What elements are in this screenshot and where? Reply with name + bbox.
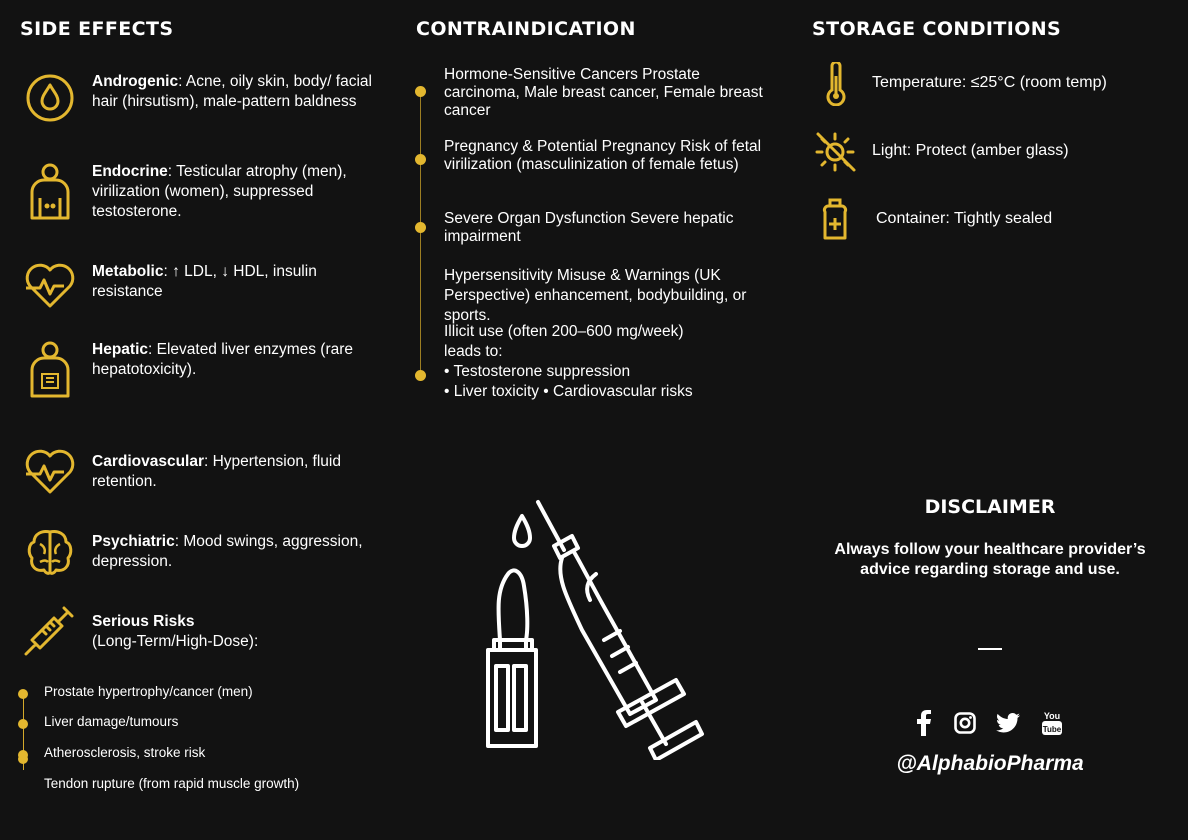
timeline-dot <box>415 370 426 381</box>
body-liver-icon <box>24 340 76 400</box>
youtube-icon[interactable] <box>1042 710 1062 741</box>
storage-container <box>812 198 1172 242</box>
storage-light <box>812 130 1172 174</box>
twitter-icon[interactable] <box>996 713 1020 738</box>
facebook-icon[interactable] <box>916 710 932 741</box>
storage-temperature <box>812 62 1172 106</box>
social-handle[interactable]: @AlphabioPharma <box>896 752 1084 775</box>
contraindication-extra: Illicit use (often 200–600 mg/week) leads to: • Testosterone suppression • Liver toxicity • Cardiovascular risks <box>444 323 693 400</box>
disclaimer-title: DISCLAIMER <box>924 496 1056 518</box>
contraindication-item: Severe Organ Dysfunction Severe hepatic impairment <box>444 210 734 245</box>
timeline-dot <box>415 222 426 233</box>
timeline-dot <box>415 86 426 97</box>
storage-text: Temperature: ≤25°C (room temp) <box>872 74 1107 91</box>
contraindication-item: Hypersensitivity Misuse & Warnings (UK Perspective) enhancement, bodybuilding, or sports. <box>444 267 747 324</box>
storage-text: Container: Tightly sealed <box>876 210 1053 227</box>
divider <box>978 648 1002 650</box>
no-light-icon <box>812 130 858 174</box>
social-links <box>906 710 1076 738</box>
storage-text: Light: Protect (amber glass) <box>872 142 1069 159</box>
thermometer-icon <box>812 62 858 106</box>
syringe-icon <box>24 604 76 656</box>
contraindication-item: Pregnancy & Potential Pregnancy Risk of fetal virilization (masculinization of female fetus) <box>444 138 762 173</box>
droplet-icon <box>24 72 76 124</box>
svg-text:Tube: Tube <box>1042 725 1062 734</box>
side-effect-text: Psychiatric: Mood swings, aggression, depression. <box>92 533 363 570</box>
side-effect-text: Serious Risks (Long-Term/High-Dose): <box>92 613 259 650</box>
side-effect-text: Endocrine: Testicular atrophy (men), virilization (women), suppressed testosterone. <box>92 163 347 220</box>
contraindication-item: Hormone-Sensitive Cancers Prostate carcinoma, Male breast cancer, Female breast cancer <box>444 66 763 119</box>
brain-icon <box>24 526 76 578</box>
side-effect-text: Hepatic: Elevated liver enzymes (rare hepatotoxicity). <box>92 341 354 378</box>
contraindication-title: CONTRAINDICATION <box>416 18 636 40</box>
side-effects-title: SIDE EFFECTS <box>20 18 174 40</box>
body-glands-icon <box>24 162 76 222</box>
heart-pulse-icon <box>24 448 76 496</box>
timeline-dot <box>415 154 426 165</box>
timeline-line <box>420 88 421 378</box>
side-effect-text: Androgenic: Acne, oily skin, body/ facial hair (hirsutism), male-pattern baldness <box>92 73 372 110</box>
side-effect-text: Metabolic: ↑ LDL, ↓ HDL, insulin resistance <box>92 263 317 300</box>
bottle-icon <box>812 198 858 242</box>
svg-text:You: You <box>1043 711 1061 721</box>
side-effect-text: Cardiovascular: Hypertension, fluid retention. <box>92 453 341 490</box>
heart-pulse-icon <box>24 262 76 310</box>
instagram-icon[interactable] <box>954 712 976 739</box>
disclaimer-text: Always follow your healthcare provider’s advice regarding storage and use. <box>834 541 1146 578</box>
storage-title: STORAGE CONDITIONS <box>812 18 1062 40</box>
vial-syringe-illustration <box>470 490 720 760</box>
